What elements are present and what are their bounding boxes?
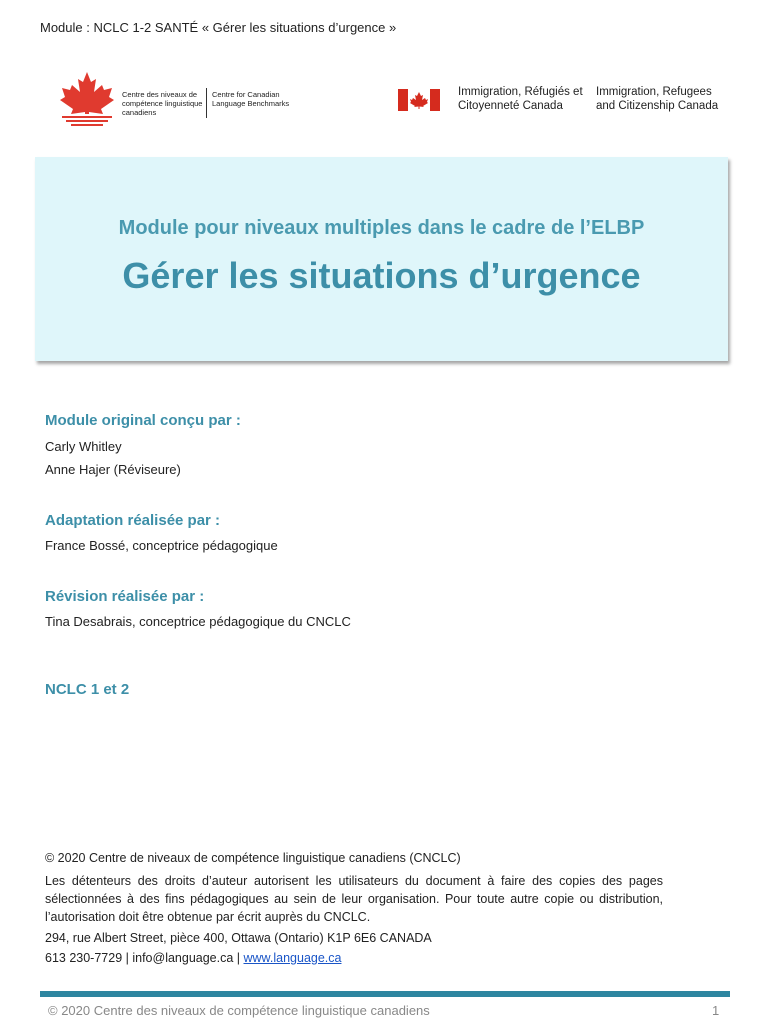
cclb-name-fr: Centre des niveaux de compétence linguistique canadiens	[122, 90, 203, 117]
revision-author: Tina Desabrais, conceptrice pédagogique du CNCLC	[45, 614, 351, 629]
document-title: Gérer les situations d’urgence	[122, 255, 641, 296]
levels-heading: NCLC 1 et 2	[45, 681, 130, 698]
running-header: Module : NCLC 1-2 SANTÉ « Gérer les situations d’urgence »	[40, 20, 397, 35]
address-line: 294, rue Albert Street, pièce 400, Ottawa (Ontario) K1P 6E6 CANADA	[45, 931, 432, 945]
original-heading: Module original conçu par :	[45, 412, 241, 429]
ircc-name-en: Immigration, Refugees and Citizenship Canada	[596, 86, 719, 112]
rights-text: Les détenteurs des droits d’auteur autorisent les utilisateurs du document à faire des copies des pages sélectionnées à des fins pédagogiques au sein de leur organisation. Pour toute autre copie ou distribution, l’autorisation doit être obtenue par écrit auprès du CNCLC.	[45, 874, 663, 924]
canada-flag-icon	[398, 89, 440, 111]
page-number: 1	[712, 1003, 720, 1018]
original-author-2: Anne Hajer (Réviseure)	[45, 462, 181, 477]
revision-heading: Révision réalisée par :	[45, 588, 205, 605]
logo-divider	[206, 88, 207, 118]
cclb-logo	[56, 70, 296, 130]
ircc-logo	[398, 86, 728, 118]
title-box	[35, 157, 728, 361]
original-author-1: Carly Whitley	[45, 439, 122, 454]
website-link[interactable]: www.language.ca	[243, 951, 342, 965]
copyright-block	[45, 851, 663, 965]
document-subtitle: Module pour niveaux multiples dans le cadre de l’ELBP	[118, 217, 645, 239]
footer-bar	[40, 991, 730, 997]
ircc-name-fr: Immigration, Réfugiés et Citoyenneté Canada	[458, 86, 583, 112]
footer-copyright: © 2020 Centre des niveaux de compétence linguistique canadiens	[48, 1003, 430, 1018]
adaptation-heading: Adaptation réalisée par :	[45, 512, 221, 529]
contact-info: 613 230-7729 | info@language.ca |	[45, 951, 244, 965]
maple-leaf-icon	[56, 70, 118, 130]
contact-line	[45, 951, 663, 965]
copyright-line: © 2020 Centre de niveaux de compétence linguistique canadiens (CNCLC)	[45, 851, 461, 865]
adaptation-author: France Bossé, conceptrice pédagogique	[45, 538, 278, 553]
cclb-name-en: Centre for Canadian Language Benchmarks	[212, 90, 290, 108]
